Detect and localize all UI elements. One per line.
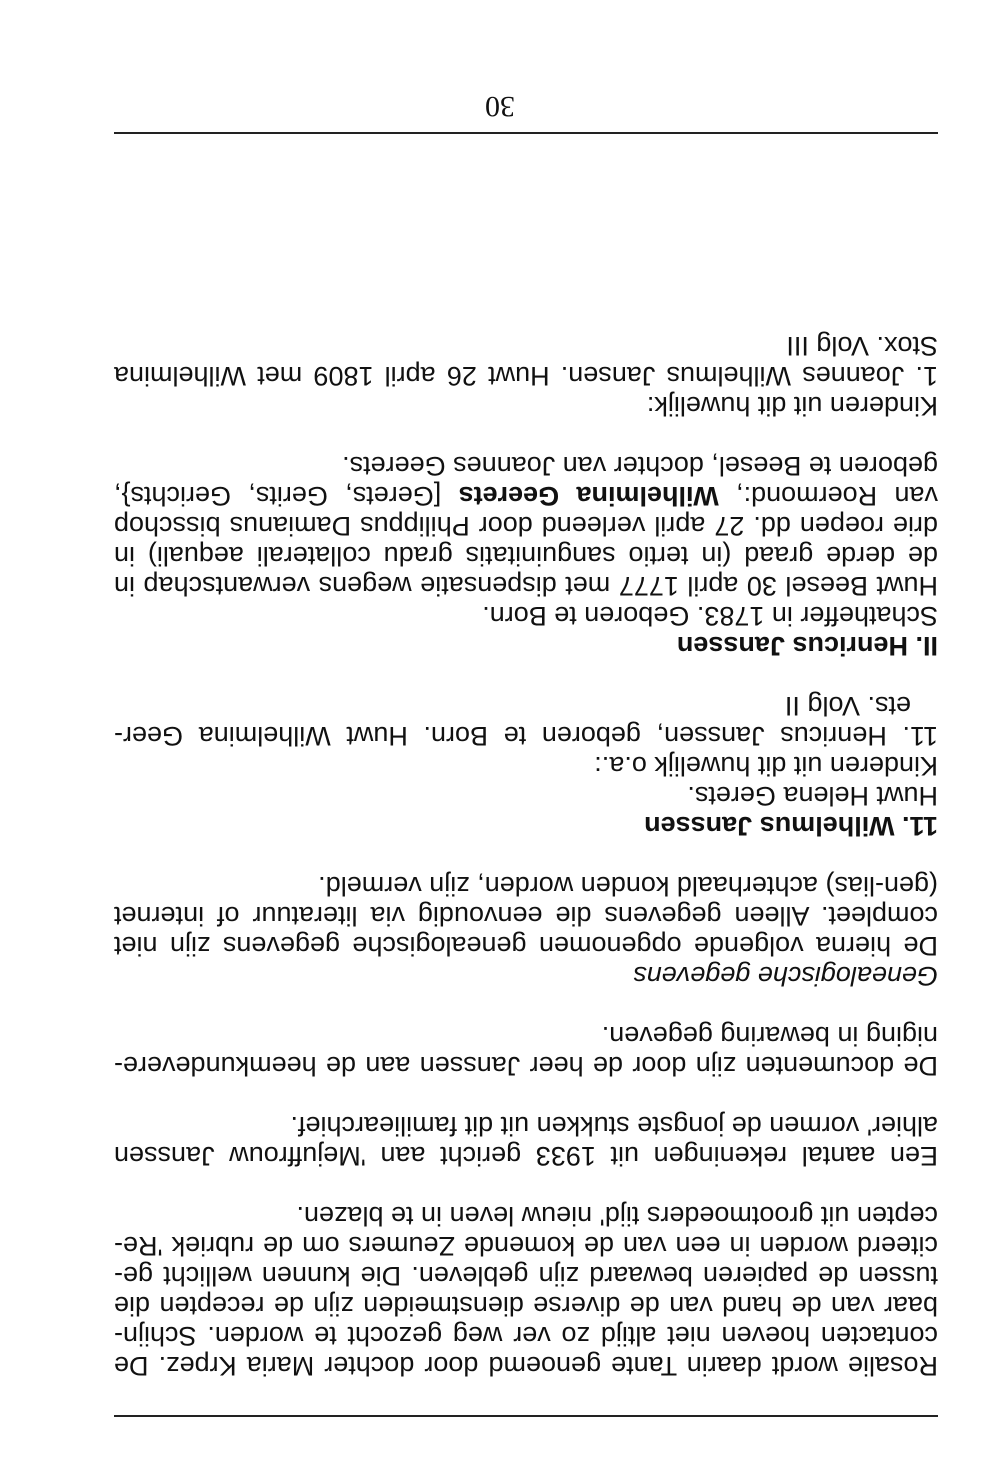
text-line: cepten uit grootmoeders tijd' nieuw leven in te blazen. (296, 1201, 938, 1231)
entry-wilhelmus-janssen (114, 691, 938, 841)
text-line: citeerd worden in een van de komende Zeumers om de rubriek 'Re- (114, 1231, 938, 1261)
text-line: Schatheffer in 1783. Geboren te Born. (482, 601, 938, 631)
text-line: tussen de papieren bewaard zijn gebleven. Die kunnen wellicht ge- (114, 1261, 938, 1291)
text-line: Kinderen uit dit huwelijk: (646, 391, 938, 421)
text-line: Huwt Helena Gerets. (687, 781, 938, 811)
text-line: geboren te Beesel, dochter van Joannes Geerets. (342, 451, 938, 481)
text-line: De hierna volgende opgenomen genealogische gegevens zijn niet (114, 931, 938, 961)
paragraph-documents (114, 1021, 938, 1081)
bottom-rule (114, 132, 938, 134)
paragraph-letters-recipes (114, 1201, 938, 1381)
text-line: Rosalie wordt daarin Tante genoemd door dochter Maria Krpez. De (114, 1351, 938, 1381)
top-rule (114, 1415, 938, 1417)
entry-heading: II. Henricus Janssen (676, 631, 938, 661)
text-line: ets. Volg II (784, 691, 911, 721)
spouse-name: Wilhelmina Geerets (458, 481, 719, 511)
page-number: 30 (485, 90, 515, 123)
text-line: van Roermond:, Wilhelmina Geerets [Gerets, Gerits, Gerichts}, (113, 481, 938, 511)
text-line: Kinderen uit dit huwelijk o.a.: (594, 751, 938, 781)
text-line: compleet. Alleen gegevens die eenvoudig via literatuur of internet (114, 901, 938, 931)
text-line: drie roepen dd. 27 april verleend door Philippus Damianus bisschop (114, 511, 938, 541)
text-line: alhier' vormen de jongste stukken uit dit familiearchief. (290, 1111, 938, 1141)
paragraph-invoices (114, 1111, 938, 1171)
entry-heading: 11. Wilhelmus Janssen (644, 811, 938, 841)
text-line: 1. Joannes Wilhelmus Jansen. Huwt 26 april 1809 met Wilhelmina (114, 361, 938, 391)
text-line: contacten hoeven niet altijd zo ver weg gezocht te worden. Schijn- (114, 1321, 938, 1351)
section-title: Genealogische gegevens (633, 961, 938, 991)
text-line: niging in bewaring gegeven. (601, 1021, 938, 1051)
section-genealogy (114, 871, 938, 991)
children-list (114, 331, 938, 421)
text-line: 11. Henricus Janssen, geboren te Born. Huwt Wilhelmina Geer- (114, 721, 938, 751)
text-line: De documenten zijn door de heer Janssen aan de heemkundevere- (114, 1051, 938, 1081)
text-line: (gen-lias) achterhaald konden worden, zijn vermeld. (318, 871, 938, 901)
text-line: de derde graad (in tertio sanguinitatis gradu collaterali aequali) in (114, 541, 938, 571)
text-line: Stox. Volg III (786, 331, 938, 361)
text-line: Een aantal rekeningen uit 1933 gericht aan 'Mejuffrouw Janssen (114, 1141, 938, 1171)
text-line: baar van de hand van de diverse dienstmeiden zijn de recepten die (114, 1291, 938, 1321)
entry-henricus-janssen (114, 451, 938, 661)
text-line: Huwt Beesel 30 april 1777 met dispensatie wegens verwantschap in (114, 571, 938, 601)
page-text (114, 331, 938, 1381)
